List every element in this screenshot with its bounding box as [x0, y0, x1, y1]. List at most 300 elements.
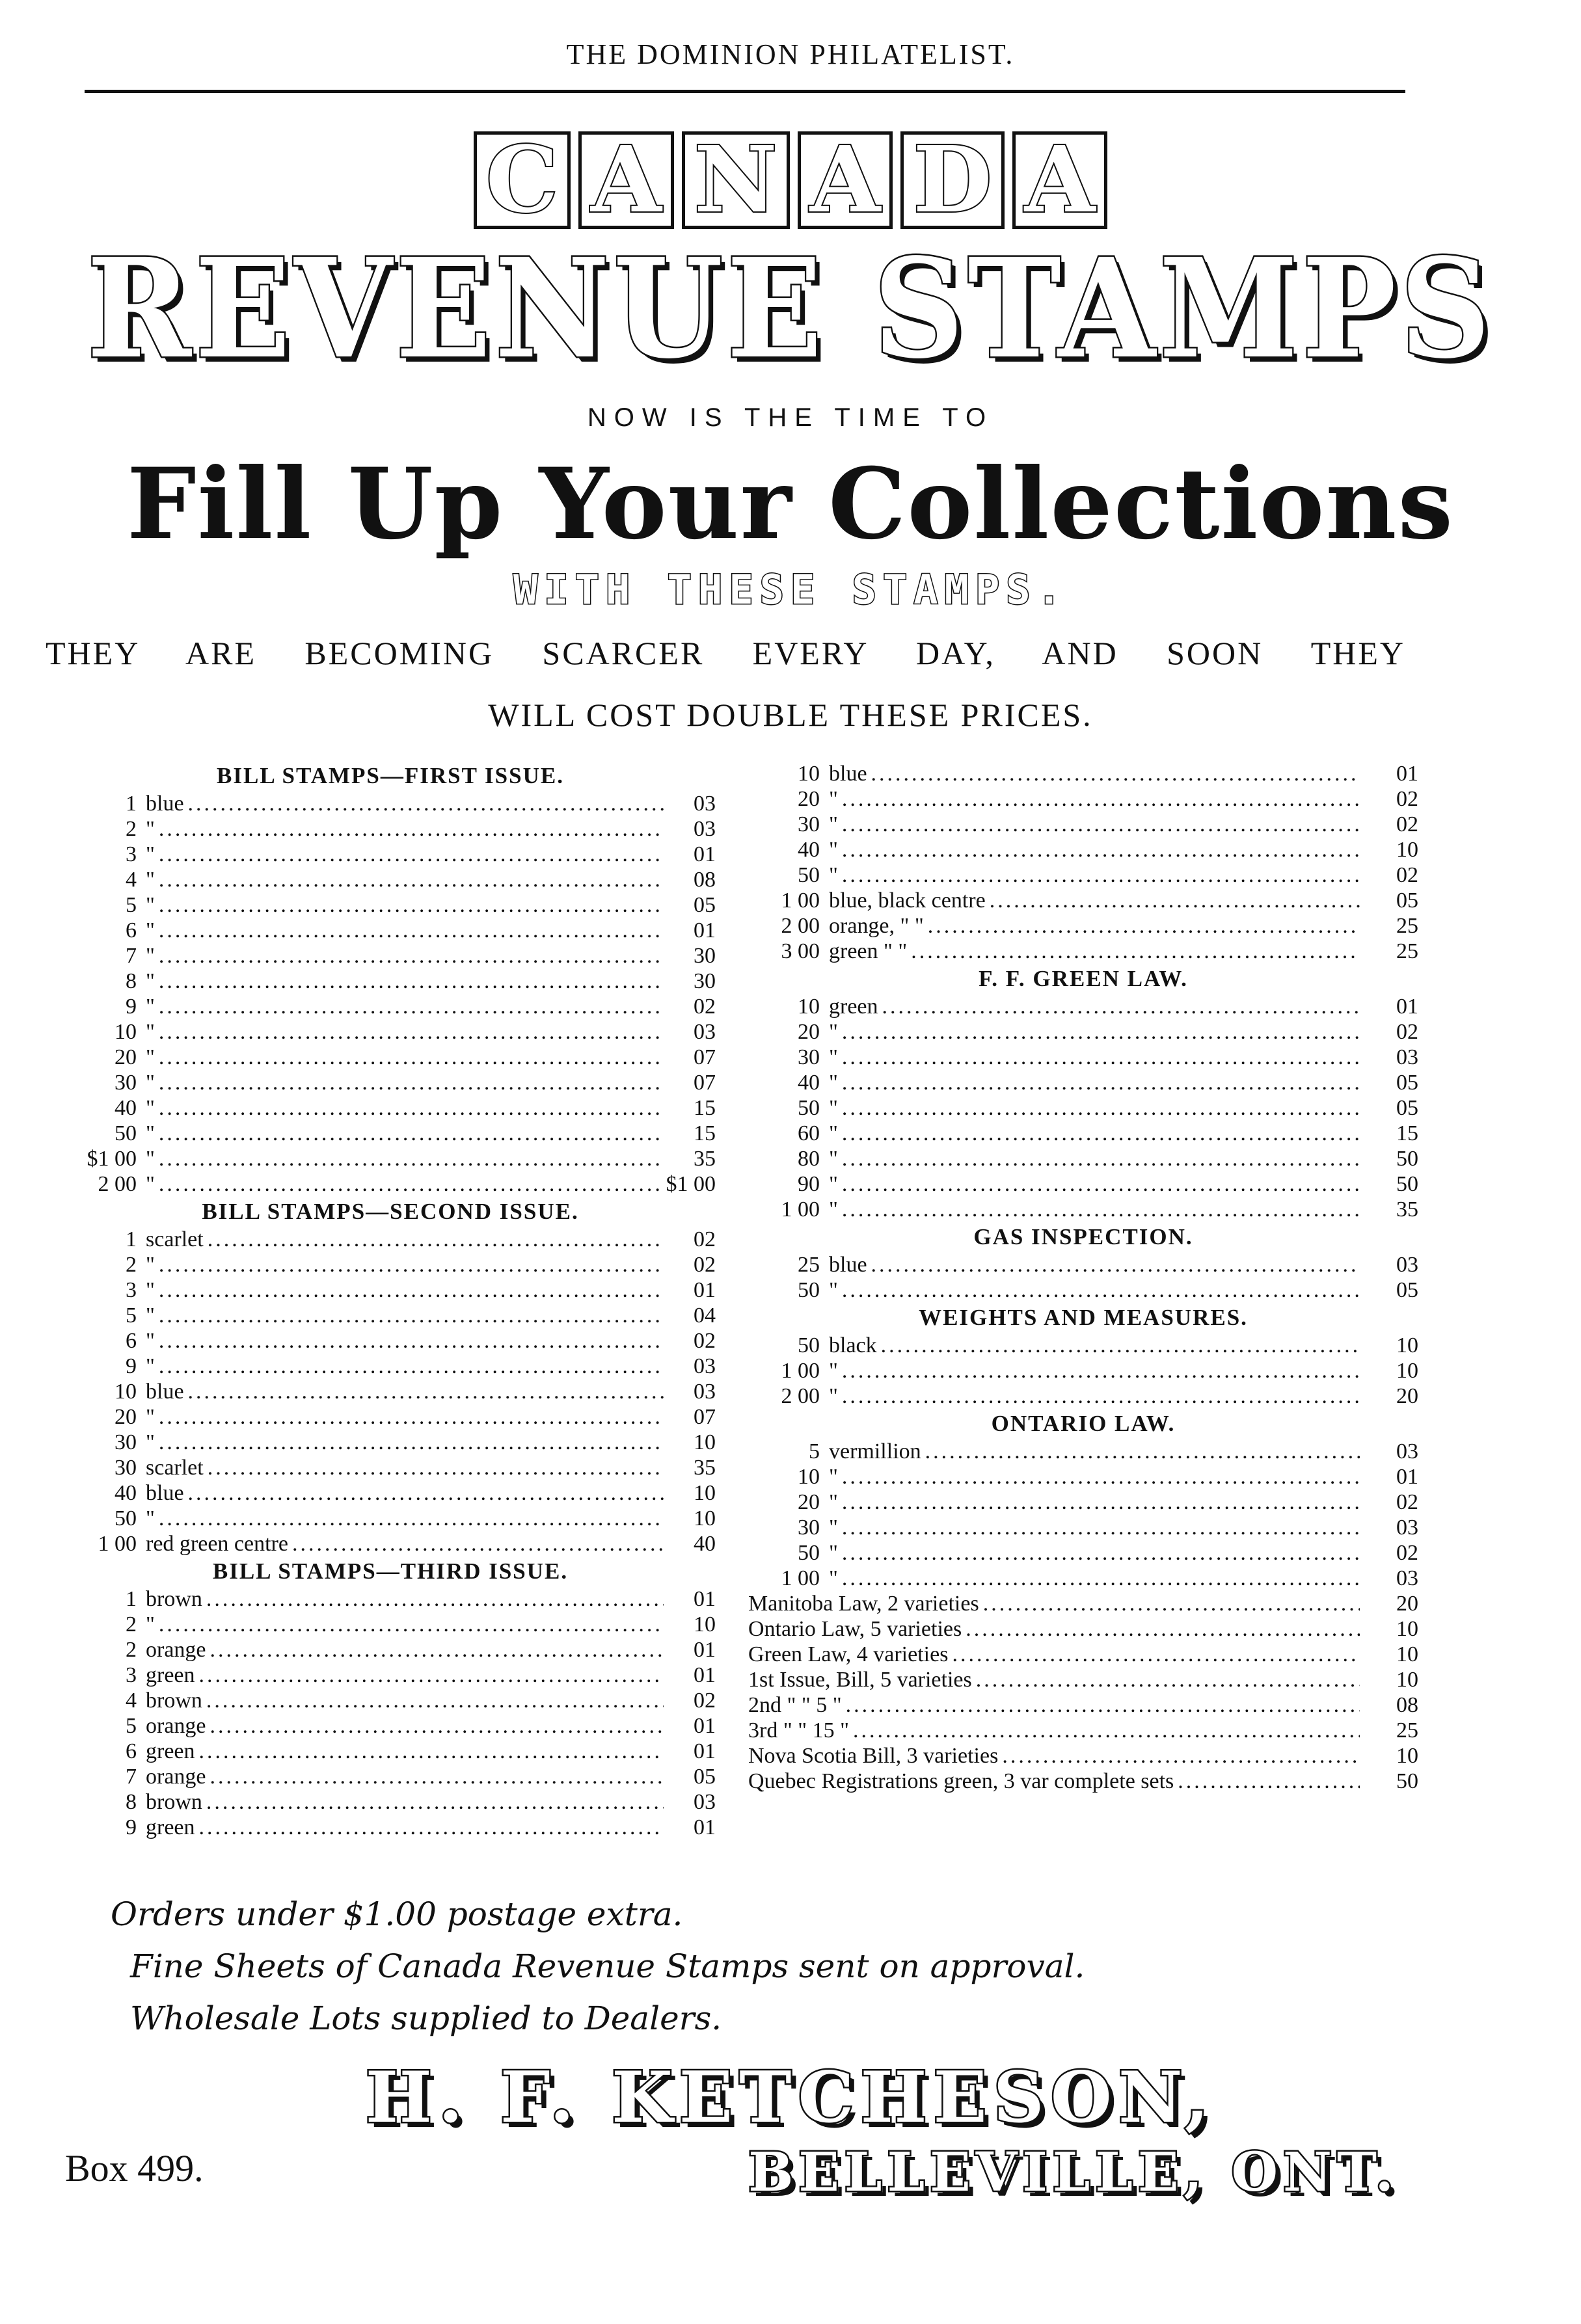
advertiser-name: H. F. KETCHESON,	[365, 2057, 1216, 2139]
price: 50	[1396, 1172, 1418, 1196]
stamp-description: "	[146, 1354, 155, 1378]
denomination: 5	[809, 1439, 820, 1463]
price: 04	[694, 1303, 716, 1328]
stamp-description: scarlet	[146, 1456, 204, 1480]
denomination: 10	[798, 762, 820, 786]
leader-dots	[842, 1121, 1360, 1146]
price-row	[748, 888, 1418, 913]
price-row	[748, 761, 1418, 786]
denomination: 2	[126, 817, 137, 841]
postage-note: Orders under $1.00 postage extra.	[111, 1895, 683, 1933]
price-list	[748, 1439, 1418, 1591]
price-row	[748, 1489, 1418, 1515]
price-row	[65, 1739, 716, 1764]
price-row	[65, 1455, 716, 1480]
price: 35	[694, 1456, 716, 1480]
price-list	[65, 1227, 716, 1556]
price-row	[748, 1333, 1418, 1358]
price: 10	[1396, 1642, 1418, 1666]
price: 02	[694, 995, 716, 1019]
price: 02	[694, 1227, 716, 1251]
leader-dots	[925, 1439, 1360, 1464]
leader-dots	[159, 1045, 664, 1070]
stamp-description: "	[829, 1147, 838, 1171]
price: 01	[694, 1638, 716, 1662]
price-column-left	[65, 761, 716, 1840]
denomination: 40	[115, 1096, 137, 1120]
price-row	[748, 1171, 1418, 1197]
price-row	[65, 867, 716, 892]
price-row	[748, 1566, 1418, 1591]
stamp-description: blue	[146, 792, 184, 816]
stamp-description: "	[829, 1020, 838, 1044]
stamp-description: 3rd " " 15 "	[748, 1718, 849, 1743]
price: 50	[1396, 1769, 1418, 1793]
leader-dots	[159, 1095, 664, 1121]
denomination: 2	[126, 1253, 137, 1277]
stamp-description: "	[146, 868, 155, 892]
stamp-description: blue	[146, 1481, 184, 1505]
leader-dots	[966, 1616, 1360, 1642]
price: 10	[1396, 1668, 1418, 1692]
price: 02	[694, 1329, 716, 1353]
stamp-description: "	[146, 1020, 155, 1044]
price: 03	[1396, 1439, 1418, 1463]
price: 02	[694, 1689, 716, 1713]
stamp-description: "	[146, 969, 155, 993]
stamp-description: "	[146, 1329, 155, 1353]
leader-dots	[159, 918, 664, 943]
price-row	[748, 786, 1418, 812]
price-row	[65, 1713, 716, 1739]
leader-dots	[206, 1789, 664, 1815]
leader-dots	[159, 842, 664, 867]
denomination: 10	[798, 995, 820, 1019]
leader-dots	[842, 837, 1360, 862]
leader-dots	[159, 1430, 664, 1455]
price-row	[748, 939, 1418, 964]
price: 25	[1396, 1718, 1418, 1743]
price-row	[65, 943, 716, 968]
price-row	[748, 1358, 1418, 1383]
denomination: 9	[126, 1815, 137, 1839]
leader-dots	[159, 943, 664, 968]
stamp-description: Ontario Law, 5 varieties	[748, 1617, 962, 1641]
price: 03	[1396, 1253, 1418, 1277]
price-row	[65, 1404, 716, 1430]
price-row	[65, 1252, 716, 1277]
price: 03	[694, 1380, 716, 1404]
denomination: 30	[115, 1430, 137, 1454]
denomination: 60	[798, 1121, 820, 1145]
stamp-description: "	[146, 1506, 155, 1530]
stamp-description: orange	[146, 1765, 206, 1789]
leader-dots	[159, 1070, 664, 1095]
price-row	[65, 1019, 716, 1045]
price-row	[65, 1506, 716, 1531]
stamp-description: "	[829, 1045, 838, 1069]
denomination: 2 00	[781, 1384, 820, 1408]
price: 05	[694, 893, 716, 917]
denomination: 6	[126, 918, 137, 942]
leader-dots	[1002, 1743, 1360, 1769]
price: 15	[694, 1121, 716, 1145]
price: 01	[694, 1663, 716, 1687]
stamp-description: 1st Issue, Bill, 5 varieties	[748, 1668, 972, 1692]
leader-dots	[882, 994, 1360, 1019]
fill-up-heading: Fill Up Your Collections	[127, 447, 1454, 561]
price-row	[65, 1171, 716, 1197]
price: 01	[694, 1815, 716, 1839]
price: 08	[694, 868, 716, 892]
leader-dots	[842, 1197, 1360, 1222]
stamp-description: Quebec Registrations green, 3 var complete sets	[748, 1769, 1174, 1793]
denomination: 30	[798, 1516, 820, 1540]
price: 01	[1396, 762, 1418, 786]
denomination: 1 00	[781, 1359, 820, 1383]
stamp-description: "	[829, 1465, 838, 1489]
price-row	[65, 1095, 716, 1121]
stamp-description: brown	[146, 1790, 202, 1814]
section-title: WEIGHTS AND MEASURES.	[919, 1305, 1248, 1330]
stamp-description: "	[829, 1278, 838, 1302]
leader-dots	[842, 1540, 1360, 1566]
price-row	[748, 1591, 1418, 1616]
leader-dots	[159, 1303, 664, 1328]
stamp-description: 2nd " " 5 "	[748, 1693, 842, 1717]
price: 02	[1396, 812, 1418, 836]
stamp-description: "	[146, 1303, 155, 1328]
leader-dots	[159, 1146, 664, 1171]
price: 03	[694, 1790, 716, 1814]
denomination: 30	[798, 1045, 820, 1069]
stamp-description: "	[146, 944, 155, 968]
price: 05	[1396, 888, 1418, 913]
price-row	[65, 842, 716, 867]
leader-dots	[159, 892, 664, 918]
price-row	[748, 1616, 1418, 1642]
price: 10	[694, 1506, 716, 1530]
denomination: 20	[798, 787, 820, 811]
leader-dots	[842, 1464, 1360, 1489]
leader-dots	[159, 968, 664, 994]
leader-dots	[199, 1739, 664, 1764]
price: 25	[1396, 914, 1418, 938]
price-row	[65, 1277, 716, 1303]
denomination: 9	[126, 1354, 137, 1378]
stamp-description: "	[829, 1197, 838, 1222]
stamp-description: "	[146, 1430, 155, 1454]
price-row	[748, 1045, 1418, 1070]
denomination: 5	[126, 893, 137, 917]
stamp-description: "	[146, 1253, 155, 1277]
stamp-description: "	[829, 1384, 838, 1408]
price-row	[65, 1430, 716, 1455]
with-these-stamps: WITH THESE STAMPS.	[513, 566, 1068, 613]
stamp-description: "	[829, 1566, 838, 1590]
denomination: 8	[126, 969, 137, 993]
price: 01	[694, 842, 716, 866]
price-list	[748, 1591, 1418, 1794]
leader-dots	[842, 1095, 1360, 1121]
denomination: 10	[798, 1465, 820, 1489]
denomination: 2	[126, 1638, 137, 1662]
denomination: $1 00	[87, 1147, 137, 1171]
price: 05	[1396, 1096, 1418, 1120]
price-row	[65, 1121, 716, 1146]
price-row	[65, 1045, 716, 1070]
stamp-description: green " "	[829, 939, 908, 963]
leader-dots	[292, 1531, 664, 1556]
stamp-description: "	[146, 817, 155, 841]
leader-dots	[159, 1252, 664, 1277]
price-row	[65, 1531, 716, 1556]
canada-letter: A	[1012, 131, 1108, 229]
price-row	[65, 1146, 716, 1171]
stamp-description: "	[829, 838, 838, 862]
price: 20	[1396, 1384, 1418, 1408]
price: 03	[694, 817, 716, 841]
price: 08	[1396, 1693, 1418, 1717]
price: 10	[694, 1430, 716, 1454]
price-list	[65, 1586, 716, 1840]
section-title: BILL STAMPS—FIRST ISSUE.	[217, 763, 564, 788]
stamp-description: "	[146, 1172, 155, 1196]
price: 01	[694, 918, 716, 942]
now-is-the-time: NOW IS THE TIME TO	[587, 403, 994, 432]
price-column-right	[748, 761, 1418, 1794]
price: 01	[694, 1587, 716, 1611]
section-title: ONTARIO LAW.	[991, 1411, 1176, 1436]
denomination: 10	[115, 1020, 137, 1044]
stamp-description: blue	[829, 1253, 867, 1277]
section-title: GAS INSPECTION.	[973, 1224, 1193, 1249]
stamp-description: "	[829, 1516, 838, 1540]
leader-dots	[159, 1019, 664, 1045]
leader-dots	[842, 1358, 1360, 1383]
price: 10	[694, 1481, 716, 1505]
denomination: 4	[126, 868, 137, 892]
stamp-description: green	[829, 995, 878, 1019]
price: 02	[1396, 1020, 1418, 1044]
price: 10	[694, 1612, 716, 1636]
price: 03	[1396, 1045, 1418, 1069]
denomination: 1 00	[781, 1197, 820, 1222]
leader-dots	[208, 1455, 664, 1480]
denomination: 9	[126, 995, 137, 1019]
denomination: 2	[126, 1612, 137, 1636]
denomination: 30	[115, 1456, 137, 1480]
advertiser-city: BELLEVILLE, ONT.	[748, 2141, 1399, 2204]
stamp-description: "	[829, 1490, 838, 1514]
section-title: F. F. GREEN LAW.	[979, 966, 1188, 991]
leader-dots	[159, 1506, 664, 1531]
price: 02	[694, 1253, 716, 1277]
price-row	[748, 837, 1418, 862]
price-row	[65, 892, 716, 918]
price: 35	[1396, 1197, 1418, 1222]
price-row	[65, 816, 716, 842]
price: 07	[694, 1071, 716, 1095]
stamp-description: "	[146, 1121, 155, 1145]
denomination: 25	[798, 1253, 820, 1277]
leader-dots	[853, 1718, 1360, 1743]
leader-dots	[976, 1667, 1360, 1692]
denomination: 40	[798, 838, 820, 862]
leader-dots	[842, 1515, 1360, 1540]
leader-dots	[842, 1489, 1360, 1515]
leader-dots	[199, 1815, 664, 1840]
stamp-description: "	[146, 1096, 155, 1120]
price-row	[748, 1718, 1418, 1743]
leader-dots	[842, 1045, 1360, 1070]
stamp-description: "	[829, 1172, 838, 1196]
canada-letter: A	[798, 131, 893, 229]
scarcer-line: THEY ARE BECOMING SCARCER EVERY DAY, AND SOON THEY	[46, 635, 1405, 671]
price-list	[65, 791, 716, 1197]
price: 01	[694, 1739, 716, 1763]
leader-dots	[911, 939, 1360, 964]
stamp-description: scarlet	[146, 1227, 204, 1251]
leader-dots	[1178, 1769, 1360, 1794]
price: 05	[694, 1765, 716, 1789]
denomination: 1	[126, 1227, 137, 1251]
price: 10	[1396, 1359, 1418, 1383]
price-row	[748, 1070, 1418, 1095]
stamp-description: black	[829, 1333, 877, 1357]
denomination: 6	[126, 1739, 137, 1763]
price-row	[748, 1252, 1418, 1277]
leader-dots	[159, 1354, 664, 1379]
leader-dots	[842, 786, 1360, 812]
price: 15	[694, 1096, 716, 1120]
price: 02	[1396, 1541, 1418, 1565]
price: 02	[1396, 863, 1418, 887]
leader-dots	[990, 888, 1360, 913]
denomination: 50	[798, 863, 820, 887]
price-row	[65, 1688, 716, 1713]
leader-dots	[210, 1637, 664, 1663]
price: 10	[1396, 1744, 1418, 1768]
price: 10	[1396, 838, 1418, 862]
price: 05	[1396, 1071, 1418, 1095]
price-row	[65, 1379, 716, 1404]
denomination: 6	[126, 1329, 137, 1353]
price: 10	[1396, 1333, 1418, 1357]
leader-dots	[206, 1688, 664, 1713]
denomination: 3	[126, 1663, 137, 1687]
price: 03	[694, 792, 716, 816]
leader-dots	[159, 1612, 664, 1637]
price: 20	[1396, 1592, 1418, 1616]
price: 01	[1396, 1465, 1418, 1489]
leader-dots	[842, 1383, 1360, 1409]
price-row	[65, 1586, 716, 1612]
stamp-description: "	[829, 787, 838, 811]
leader-dots	[842, 1019, 1360, 1045]
price-row	[65, 1227, 716, 1252]
approval-note: Fine Sheets of Canada Revenue Stamps sent on approval.	[130, 1947, 1085, 1985]
denomination: 2 00	[98, 1172, 137, 1196]
leader-dots	[881, 1333, 1360, 1358]
stamp-description: "	[829, 812, 838, 836]
price-list	[748, 1333, 1418, 1409]
price: 01	[694, 1278, 716, 1302]
leader-dots	[159, 867, 664, 892]
price: 01	[694, 1714, 716, 1738]
leader-dots	[871, 761, 1360, 786]
stamp-description: "	[146, 1147, 155, 1171]
price-row	[748, 913, 1418, 939]
leader-dots	[159, 816, 664, 842]
price-row	[65, 1612, 716, 1637]
price-row	[748, 994, 1418, 1019]
price: 25	[1396, 939, 1418, 963]
price-row	[65, 1070, 716, 1095]
denomination: 40	[798, 1071, 820, 1095]
stamp-description: "	[146, 918, 155, 942]
stamp-description: "	[146, 1405, 155, 1429]
price: 40	[694, 1532, 716, 1556]
stamp-description: "	[829, 1096, 838, 1120]
leader-dots	[159, 994, 664, 1019]
leader-dots	[846, 1692, 1360, 1718]
denomination: 50	[798, 1541, 820, 1565]
price-row	[65, 994, 716, 1019]
stamp-description: green	[146, 1739, 195, 1763]
leader-dots	[188, 791, 664, 816]
stamp-description: "	[829, 1071, 838, 1095]
price-row	[748, 1121, 1418, 1146]
price-row	[65, 968, 716, 994]
leader-dots	[159, 1121, 664, 1146]
denomination: 2 00	[781, 914, 820, 938]
leader-dots	[188, 1379, 664, 1404]
stamp-description: "	[146, 995, 155, 1019]
price-row	[748, 1743, 1418, 1769]
leader-dots	[842, 1171, 1360, 1197]
leader-dots	[159, 1404, 664, 1430]
leader-dots	[188, 1480, 664, 1506]
canada-letter: N	[682, 131, 790, 229]
leader-dots	[842, 812, 1360, 837]
denomination: 30	[115, 1071, 137, 1095]
price: 03	[694, 1354, 716, 1378]
price-row	[65, 918, 716, 943]
price-row	[748, 1464, 1418, 1489]
price-row	[748, 1383, 1418, 1409]
price-row	[65, 1637, 716, 1663]
stamp-description: blue, black centre	[829, 888, 986, 913]
price-row	[65, 1663, 716, 1688]
price: 03	[694, 1020, 716, 1044]
denomination: 50	[115, 1121, 137, 1145]
price-row	[748, 1692, 1418, 1718]
header-rule	[85, 90, 1405, 93]
price-row	[748, 1095, 1418, 1121]
stamp-description: orange	[146, 1714, 206, 1738]
section-title: BILL STAMPS—THIRD ISSUE.	[212, 1558, 569, 1584]
price-row	[748, 1439, 1418, 1464]
price-row	[65, 1328, 716, 1354]
price-list	[748, 994, 1418, 1222]
price-row	[748, 1769, 1418, 1794]
price-row	[748, 812, 1418, 837]
box-number: Box 499.	[65, 2147, 204, 2189]
stamp-description: brown	[146, 1587, 202, 1611]
denomination: 5	[126, 1303, 137, 1328]
leader-dots	[199, 1663, 664, 1688]
